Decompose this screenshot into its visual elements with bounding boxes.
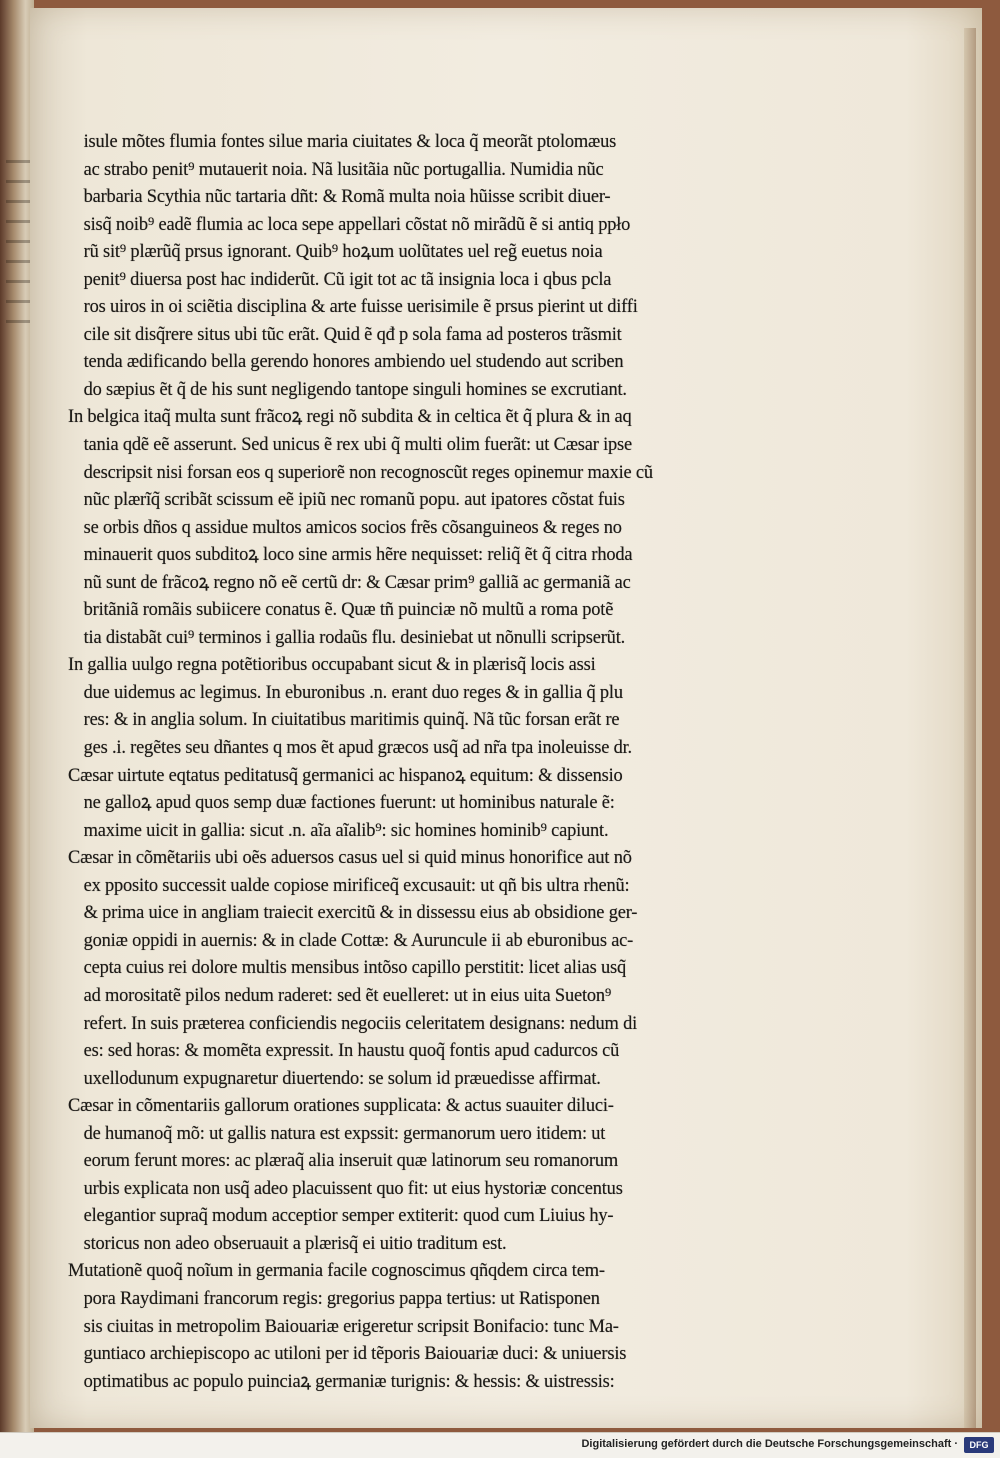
previous-page-edge	[0, 0, 34, 1432]
text-line: penit⁹ diuersa post hac indiderũt. Cũ igit tot ac tã insignia loca i qbus pcla	[83, 268, 612, 290]
text-line: do sæpius ẽt q̃ de his sunt negligendo tantope singuli homines se excrutiant.	[83, 378, 627, 400]
text-line: Cæsar uirtute eqtatus peditatusq̃ germanici ac hispanoꝝ equitum: & dissensio	[68, 764, 623, 786]
text-line: ad morositatẽ pilos nedum raderet: sed ẽt euelleret: ut in eius uita Sueton⁹	[83, 984, 612, 1006]
text-line: optimatibus ac populo puinciaꝝ germaniæ turignis: & hessis: & uistressis:	[83, 1370, 615, 1392]
text-line: maxime uicit in gallia: sicut .n. aĩa aĩalib⁹: sic homines hominib⁹ capiunt.	[83, 819, 609, 841]
text-line: cile sit disq̃rere situs ubi tũc erãt. Quid ẽ qđ p sola fama ad posteros trãsmit	[83, 323, 622, 345]
text-line: pora Raydimani francorum regis: gregorius pappa tertius: ut Ratisponen	[83, 1287, 600, 1309]
text-line: nũc plærĩq̃ scribãt scissum eẽ ipiũ nec romanũ popu. aut ipatores cõstat fuis	[83, 489, 625, 511]
text-line: britãniã romãis subiicere conatus ẽ. Quæ tñ puinciæ nõ multũ a roma potẽ	[83, 599, 614, 621]
text-line: cepta cuius rei dolore multis mensibus intõso capillo perstitit: licet alias usq̃	[83, 957, 626, 979]
text-line: ex pposito successit ualde copiose mirificeq̃ excusauit: ut qñ bis ultra rhenũ:	[83, 874, 630, 896]
text-line: se orbis dños q assidue multos amicos socios frẽs cõsanguineos & reges no	[83, 516, 622, 538]
text-line: eorum ferunt mores: ac plæraq̃ alia inseruit quæ latinorum seu romanorum	[83, 1150, 618, 1172]
footer-bar	[0, 1432, 1000, 1458]
text-line: tania qdẽ eẽ asserunt. Sed unicus ẽ rex ubi q̃ multi olim fuerãt: ut Cæsar ipse	[83, 434, 632, 456]
text-line: Mutationẽ quoq̃ noĩum in germania facile cognoscimus qñqdem circa tem-	[68, 1260, 605, 1282]
text-line: goniæ oppidi in auernis: & in clade Cottæ: & Auruncule ii ab eburonibus ac-	[83, 929, 634, 951]
text-line: minauerit quos subditoꝝ loco sine armis hẽre nequisset: reliq̃ ẽt q̃ citra rhoda	[83, 544, 633, 566]
text-line: ne galloꝝ apud quos semp duæ factiones fuerunt: ut hominibus naturale ẽ:	[83, 792, 615, 814]
funding-credit: Digitalisierung gefördert durch die Deutsche Forschungsgemeinschaft ·	[581, 1438, 958, 1450]
text-line: Cæsar in cõmentariis gallorum orationes supplicata: & actus suauiter diluci-	[68, 1095, 614, 1117]
text-line: barbaria Scythia nũc tartaria dñt: & Romã multa noia hũisse scribit diuer-	[83, 186, 611, 208]
text-line: tenda ædificando bella gerendo honores ambiendo uel studendo aut scriben	[83, 351, 624, 373]
text-line: rũ sit⁹ plærũq̃ prsus ignorant. Quib⁹ hoꝝum uolũtates uel reg̃ euetus noia	[83, 241, 603, 263]
text-block	[68, 128, 732, 1395]
text-line: tia distabãt cui⁹ terminos i gallia rodaũs flu. desiniebat ut nõnulli scripserũt.	[83, 626, 626, 648]
text-line: ac strabo penit⁹ mutauerit noia. Nã lusitãia nũc portugallia. Numidia nũc	[83, 158, 604, 180]
text-line: isule mõtes flumia fontes silue maria ciuitates & loca q̃ meorãt ptolomæus	[83, 131, 617, 152]
text-line: In belgica itaq̃ multa sunt frãcoꝝ regi nõ subdita & in celtica ẽt q̃ plura & in aq	[68, 406, 632, 428]
text-line: de humanoq̃ mõ: ut gallis natura est expssit: germanorum uero itidem: ut	[83, 1122, 606, 1144]
text-line: res: & in anglia solum. In ciuitatibus maritimis quinq̃. Nã tũc forsan erãt re	[83, 709, 620, 731]
text-line: sisq̃ noib⁹ eadẽ flumia ac loca sepe appellari cõstat nõ mirãdũ ẽ si antiq ppło	[83, 213, 631, 235]
text-line: sis ciuitas in metropolim Baiouariæ erigeretur scripsit Bonifacio: tunc Ma-	[83, 1315, 619, 1337]
text-line: guntiaco archiepiscopo ac utiloni per id tẽporis Baiouariæ duci: & uniuersis	[83, 1343, 627, 1365]
text-line: ges .i. regẽtes seu dñantes q mos ẽt apud græcos usq̃ ad nr̃a tpa inoleuisse dr.	[83, 737, 632, 759]
text-line: due uidemus ac legimus. In eburonibus .n. erant duo reges & in gallia q̃ plu	[83, 681, 623, 703]
page-fore-edge	[964, 28, 976, 1428]
text-line: nũ sunt de frãcoꝝ regno nõ eẽ certũ dr: & Cæsar prim⁹ galliã ac germaniã ac	[83, 571, 631, 593]
text-line: ros uiros in oi sciẽtia disciplina & arte fuisse uerisimile ẽ prsus pierint ut diffi	[83, 296, 638, 318]
text-line: uxellodunum expugnaretur diuertendo: se solum id præuedisse affirmat.	[83, 1067, 601, 1089]
text-line: urbis explicata non usq̃ adeo placuissent quo fit: ut eius hystoriæ concentus	[83, 1177, 623, 1199]
dfg-logo: DFG	[964, 1437, 994, 1453]
previous-page-text-fragment	[6, 160, 32, 340]
text-line: refert. In suis præterea conficiendis negociis celeritatem designans: nedum di	[83, 1012, 638, 1034]
text-line: es: sed horas: & momẽta expressit. In haustu quoq̃ fontis apud cadurcos cũ	[83, 1040, 620, 1062]
text-line: & prima uice in angliam traiecit exercitũ & in dissessu eius ab obsidione ger-	[83, 902, 638, 924]
text-line: elegantior supraq̃ modum acceptior semper extiterit: quod cum Liuius hy-	[83, 1205, 614, 1227]
text-line: In gallia uulgo regna potẽtioribus occupabant sicut & in plærisq̃ locis assi	[68, 654, 596, 676]
text-line: descripsit nisi forsan eos q superiorẽ non recognoscũt reges opinemur maxie cũ	[83, 461, 653, 483]
text-line: storicus non adeo obseruauit a plærisq̃ ei uitio traditum est.	[83, 1232, 507, 1254]
text-line: Cæsar in cõmẽtariis ubi oẽs aduersos casus uel si quid minus honorifice aut nõ	[68, 847, 632, 869]
